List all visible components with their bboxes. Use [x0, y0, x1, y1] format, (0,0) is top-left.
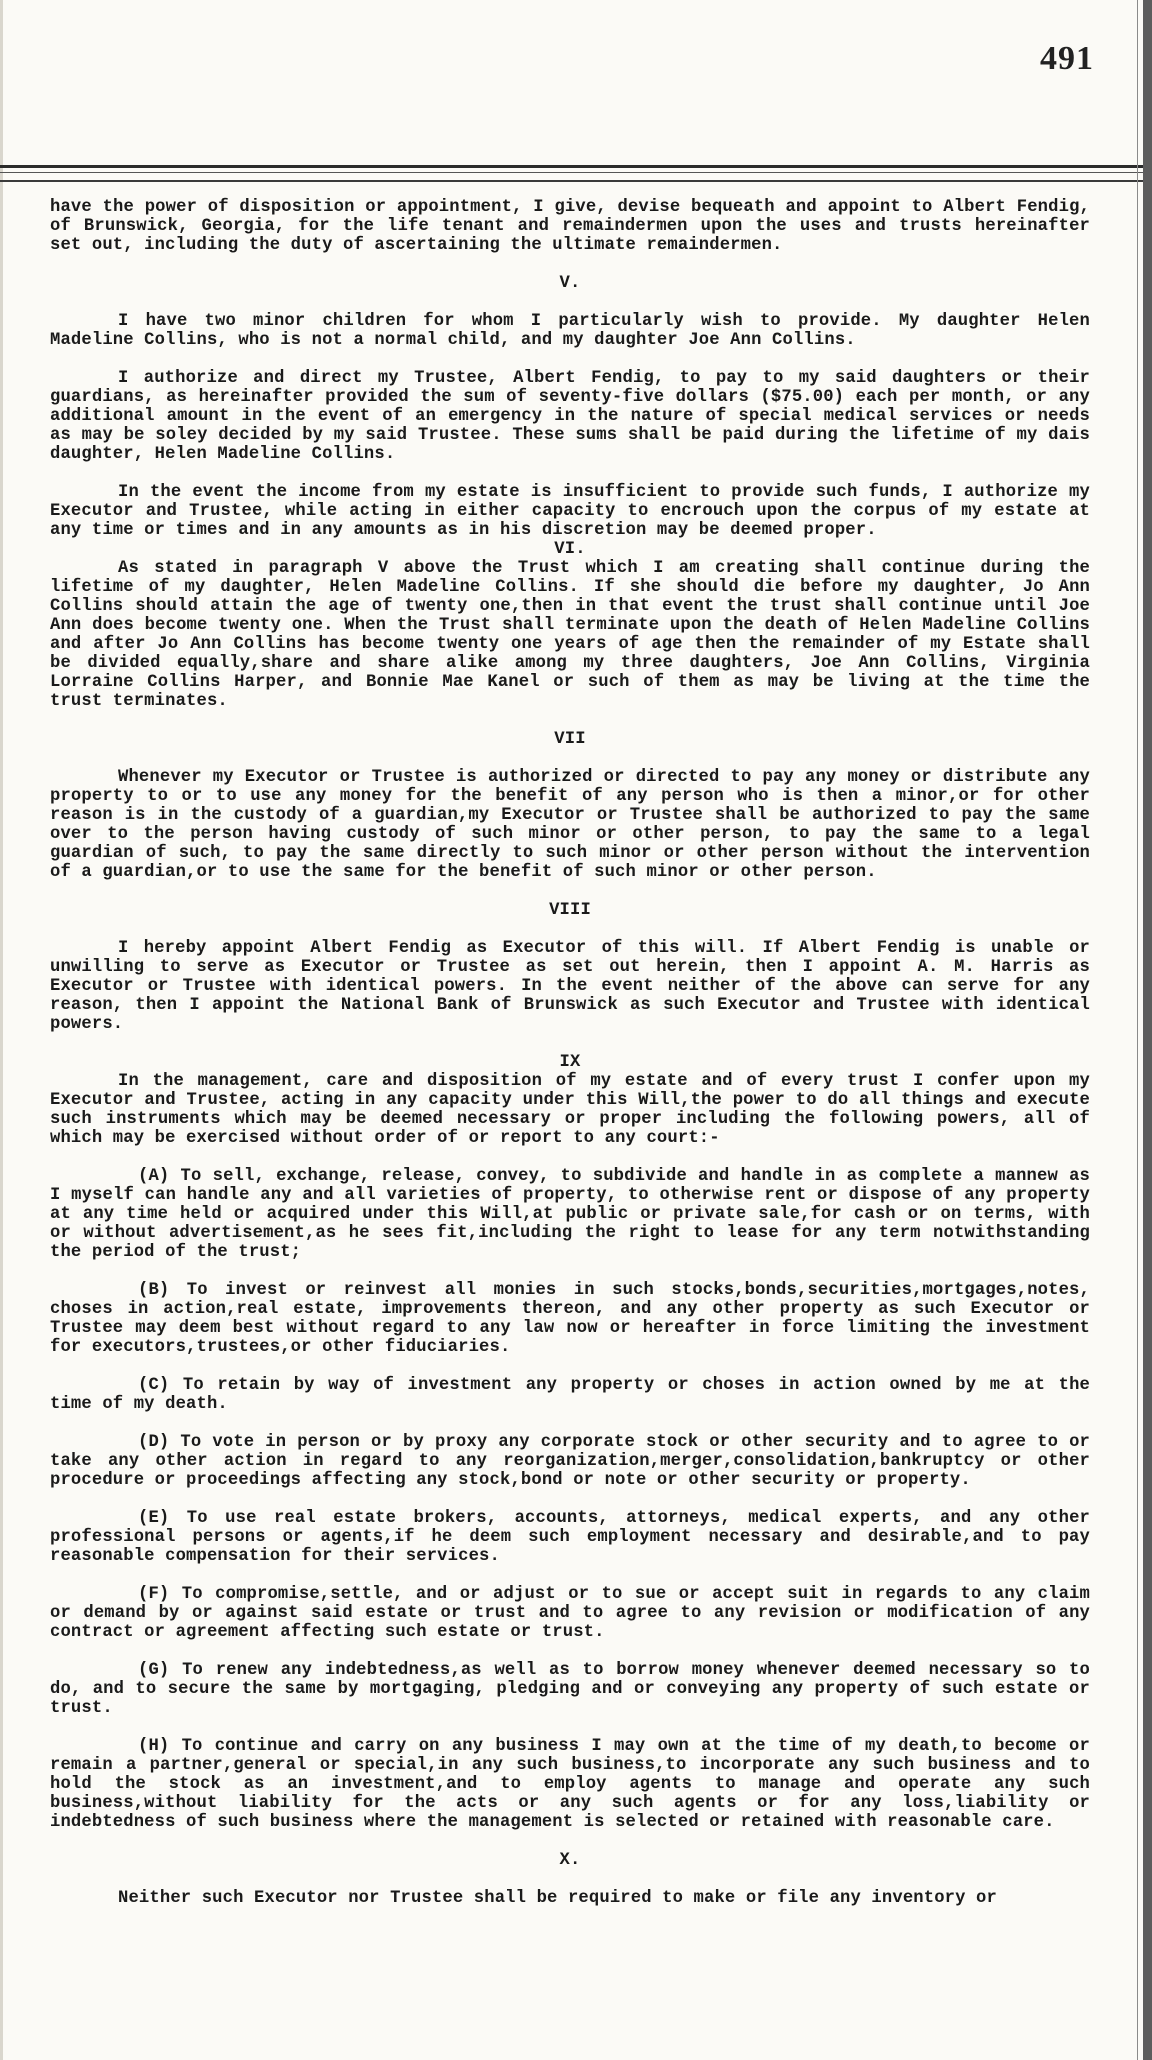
- paragraph: In the event the income from my estate is insufficient to provide such funds, I authorize my Executor and Trustee, while acting in either capacity to encrouch upon the corpus of my estate at any time or times and in any amounts as in his discretion may be deemed proper.: [50, 483, 1090, 540]
- power-clause: (A) To sell, exchange, release, convey, to subdivide and handle in as complete a mannew as I myself can handle any and all varieties of property, to otherwise rent or dispose of any property at any time held or acquired under this Will,at public or private sale,for cash or on terms, with or without advertisement,as he sees fit,including the right to lease for any term notwithstanding the period of the trust;: [50, 1167, 1090, 1262]
- power-clause: (B) To invest or reinvest all monies in such stocks,bonds,securities,mortgages,notes, choses in action,real estate, improvements thereon, and any other property as such Executor or Trustee may deem best without regard to any law now or hereafter in force limiting the investment for executors,trustees,or other fiduciaries.: [50, 1281, 1090, 1357]
- power-clause: (D) To vote in person or by proxy any corporate stock or other security and to agree to or take any other action in regard to any reorganization,merger,consolidation,bankruptcy or other procedure or proceedings affecting any stock,bond or note or other security or property.: [50, 1433, 1090, 1490]
- power-clause: (F) To compromise,settle, and or adjust or to sue or accept suit in regards to any claim or demand by or against said estate or trust and to agree to any revision or modification of any contract or agreement affecting such estate or trust.: [50, 1585, 1090, 1642]
- paragraph: I authorize and direct my Trustee, Albert Fendig, to pay to my said daughters or their guardians, as hereinafter provided the sum of seventy-five dollars ($75.00) each per month, or any additional amount in the event of an emergency in the nature of special medical services or needs as may be soley decided by my said Trustee. These sums shall be paid during the lifetime of my dais daughter, Helen Madeline Collins.: [50, 369, 1090, 464]
- paragraph: Whenever my Executor or Trustee is authorized or directed to pay any money or distribute any property to or to use any money for the benefit of any person who is then a minor,or for other reason is in the custody of a guardian,my Executor or Trustee shall be authorized to pay the same over to the person having custody of such minor or other person, to pay the same to a legal guardian of such, to pay the same directly to such minor or other person without the intervention of a guardian,or to use the same for the benefit of such minor or other person.: [50, 768, 1090, 882]
- page-number: 491: [1040, 40, 1094, 77]
- section-heading: IX: [559, 1053, 581, 1072]
- paragraph: As stated in paragraph V above the Trust which I am creating shall continue during the lifetime of my daughter, Helen Madeline Collins. If she should die before my daughter, Jo Ann Collins should attain the age of twenty one,then in that event the trust shall continue until Joe Ann does become twenty one. When the Trust shall terminate upon the death of Helen Madeline Collins and after Jo Ann Collins has become twenty one years of age then the remainder of my Estate shall be divided equally,share and share alike among my three daughters, Joe Ann Collins, Virginia Lorraine Collins Harper, and Bonnie Mae Kanel or such of them as may be living at the time the trust terminates.: [50, 559, 1090, 711]
- paragraph: In the management, care and disposition of my estate and of every trust I confer upon my Executor and Trustee, acting in any capacity under this Will,the power to do all things and execute such instruments which may be deemed necessary or proper including the following powers, all of which may be exercised without order of or report to any court:-: [50, 1072, 1090, 1148]
- binding-line: [1137, 0, 1138, 2060]
- paragraph: I hereby appoint Albert Fendig as Executor of this will. If Albert Fendig is unable or unwilling to serve as Executor or Trustee as set out herein, then I appoint A. M. Harris as Executor or Trustee with identical powers. In the event neither of the above can serve for any reason, then I appoint the National Bank of Brunswick as such Executor and Trustee with identical powers.: [50, 939, 1090, 1034]
- document-body: [50, 198, 1090, 1908]
- power-clause: (E) To use real estate brokers, accounts, attorneys, medical experts, and any other professional persons or agents,if he deem such employment necessary and desirable,and to pay reasonable compensation for their services.: [50, 1509, 1090, 1566]
- header-rule: [0, 165, 1144, 182]
- section-heading: V.: [559, 274, 581, 293]
- left-margin-shadow: [0, 0, 3, 2060]
- section-heading: X.: [559, 1851, 581, 1870]
- section-heading: VI.: [554, 540, 586, 559]
- section-heading: VIII: [549, 901, 591, 920]
- section-heading: VII: [554, 730, 586, 749]
- power-clause: (G) To renew any indebtedness,as well as to borrow money whenever deemed necessary so to do, and to secure the same by mortgaging, pledging and or conveying any property of such estate or trust.: [50, 1661, 1090, 1718]
- paragraph: Neither such Executor nor Trustee shall be required to make or file any inventory or: [118, 1889, 997, 1908]
- paragraph: I have two minor children for whom I particularly wish to provide. My daughter Helen Madeline Collins, who is not a normal child, and my daughter Joe Ann Collins.: [50, 312, 1090, 350]
- power-clause: (H) To continue and carry on any business I may own at the time of my death,to become or remain a partner,general or special,in any such business,to incorporate any such business and to hold the stock as an investment,and to employ agents to manage and operate any such business,without liability for the acts or any such agents or for any loss,liability or indebtedness of such business where the management is selected or retained with reasonable care.: [50, 1737, 1090, 1832]
- paragraph: have the power of disposition or appointment, I give, devise bequeath and appoint to Albert Fendig, of Brunswick, Georgia, for the life tenant and remaindermen upon the uses and trusts hereinafter set out, including the duty of ascertaining the ultimate remaindermen.: [50, 198, 1090, 255]
- page-edge: [1143, 0, 1152, 2060]
- power-clause: (C) To retain by way of investment any property or choses in action owned by me at the time of my death.: [50, 1376, 1090, 1414]
